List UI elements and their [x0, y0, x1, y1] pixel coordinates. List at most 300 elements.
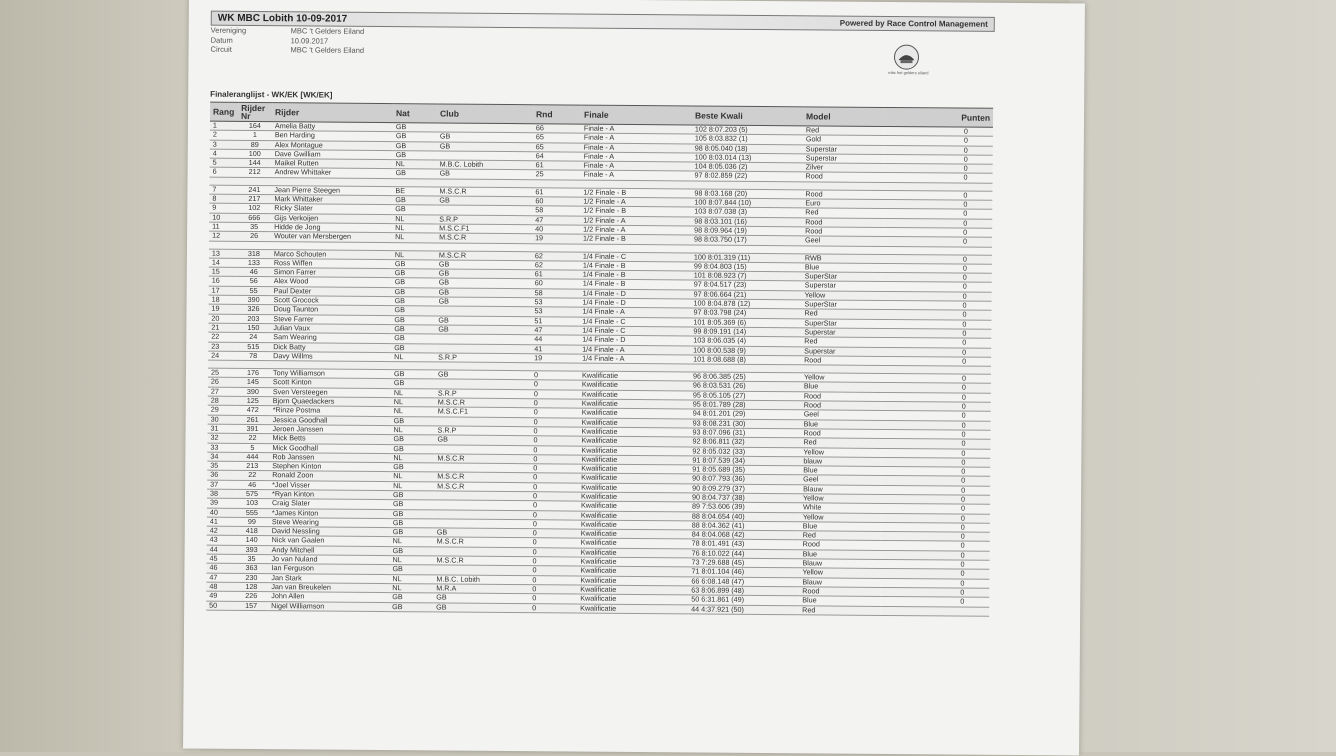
points-cell: 0 — [882, 383, 991, 393]
points-cell: 0 — [883, 300, 992, 310]
model-cell: Rood — [801, 401, 882, 411]
rider-name-cell: *Rinze Postma — [270, 406, 391, 416]
col-header: Model — [803, 107, 884, 127]
rider-number-cell: 99 — [235, 517, 269, 527]
nationality-cell: NL — [392, 214, 436, 224]
model-cell: blauw — [800, 457, 881, 467]
final-cell: Kwalificatie — [577, 585, 688, 595]
best-qualifying-cell: 84 8:04.068 (42) — [689, 530, 800, 540]
final-cell: Kwalificatie — [578, 483, 689, 493]
rounds-cell: 0 — [531, 408, 579, 418]
rider-number-cell: 472 — [236, 406, 270, 416]
model-cell: SuperStar — [802, 300, 883, 310]
rider-number-cell: 515 — [236, 342, 270, 352]
rider-number-cell: 133 — [237, 258, 271, 268]
nationality-cell: GB — [390, 463, 434, 473]
rider-number-cell: 318 — [237, 249, 271, 259]
model-cell: Blue — [801, 382, 882, 392]
points-cell: 0 — [884, 136, 993, 146]
model-cell: Superstar — [802, 281, 883, 291]
club-cell: GB — [433, 593, 529, 603]
rounds-cell: 19 — [532, 234, 580, 244]
result-sheet — [183, 0, 1085, 756]
rider-name-cell: Jessica Goodhall — [270, 415, 391, 425]
final-cell: Kwalificatie — [579, 371, 690, 381]
final-cell: Kwalificatie — [578, 529, 689, 539]
club-cell: GB — [436, 297, 532, 307]
points-cell: 0 — [883, 263, 992, 273]
rider-name-cell: Andrew Whittaker — [272, 168, 393, 178]
rounds-cell: 62 — [532, 261, 580, 271]
rank-cell: 41 — [207, 517, 235, 527]
model-cell: Yellow — [801, 373, 882, 383]
rider-number-cell: 418 — [235, 527, 269, 537]
rider-name-cell: *Joel Visser — [269, 480, 390, 490]
rank-cell: 22 — [208, 332, 236, 342]
final-cell: 1/2 Finale - A — [580, 197, 691, 207]
best-qualifying-cell: 90 8:09.279 (37) — [689, 484, 800, 494]
points-cell: 0 — [883, 218, 992, 228]
model-cell: Blauw — [800, 484, 881, 494]
rank-cell: 25 — [208, 368, 236, 378]
best-qualifying-cell: 102 8:07.203 (5) — [692, 125, 803, 135]
model-cell: Superstar — [801, 328, 882, 338]
club-cell: S.R.P — [435, 389, 531, 399]
meta-value: MBC 't Gelders Eiland — [290, 26, 365, 36]
nationality-cell: GB — [392, 297, 436, 307]
rank-cell: 6 — [210, 168, 238, 178]
club-cell: M.R.A — [433, 584, 529, 594]
final-cell: Kwalificatie — [578, 520, 689, 530]
best-qualifying-cell: 88 8:04.654 (40) — [689, 512, 800, 522]
points-cell: 0 — [883, 227, 992, 237]
rounds-cell: 19 — [531, 354, 579, 364]
logo-caption: mbc het gelders eiland — [888, 69, 929, 76]
rider-name-cell: Ross Wiffen — [271, 259, 392, 269]
rounds-cell: 0 — [530, 510, 578, 520]
rider-number-cell: 326 — [236, 305, 270, 315]
rider-name-cell: Alex Montague — [272, 140, 393, 150]
nationality-cell: NL — [391, 352, 435, 362]
rounds-cell: 58 — [532, 206, 580, 216]
rank-cell: 11 — [209, 222, 237, 232]
nationality-cell: GB — [391, 343, 435, 353]
rider-name-cell: Jean Pierre Steegen — [271, 185, 392, 195]
final-cell: Kwalificatie — [579, 380, 690, 390]
best-qualifying-cell: 92 8:05.032 (33) — [689, 446, 800, 456]
rank-cell: 3 — [210, 140, 238, 150]
nationality-cell: GB — [393, 150, 437, 160]
rider-number-cell: 26 — [237, 232, 271, 242]
nationality-cell: GB — [390, 509, 434, 519]
rider-name-cell: Mark Whittaker — [271, 195, 392, 205]
rounds-cell: 0 — [530, 492, 578, 502]
rounds-cell: 0 — [530, 538, 578, 548]
best-qualifying-cell: 50 6:31.861 (49) — [688, 595, 799, 605]
rider-number-cell: 46 — [237, 268, 271, 278]
final-cell: 1/4 Finale - B — [580, 270, 691, 280]
best-qualifying-cell: 93 8:07.096 (31) — [690, 428, 801, 438]
points-cell: 0 — [882, 356, 991, 366]
model-cell: Rood — [802, 227, 883, 237]
rounds-cell: 0 — [529, 603, 577, 613]
rank-cell: 23 — [208, 342, 236, 352]
meta-value: MBC 't Gelders Eiland — [290, 45, 365, 55]
club-cell: M.S.C.F1 — [435, 407, 531, 417]
nationality-cell: NL — [391, 425, 435, 435]
points-cell: 0 — [882, 319, 991, 329]
rider-name-cell: Sam Wearing — [270, 333, 391, 343]
points-cell: 0 — [883, 237, 992, 247]
model-cell: SuperStar — [802, 272, 883, 282]
col-header: Punten — [884, 107, 993, 127]
rank-cell: 28 — [208, 396, 236, 406]
model-cell: White — [800, 503, 881, 513]
model-cell: Geel — [802, 236, 883, 246]
nationality-cell: GB — [392, 269, 436, 279]
rider-number-cell: 128 — [234, 582, 268, 592]
nationality-cell: NL — [391, 398, 435, 408]
model-cell: Blue — [800, 550, 881, 560]
rider-number-cell: 176 — [236, 368, 270, 378]
club-cell: S.R.P — [435, 426, 531, 436]
nationality-cell: GB — [391, 416, 435, 426]
club-cell: GB — [437, 132, 533, 142]
model-cell: Superstar — [803, 144, 884, 154]
model-cell: Red — [801, 309, 882, 319]
best-qualifying-cell: 103 8:07.038 (3) — [691, 207, 802, 217]
nationality-cell: GB — [393, 141, 437, 151]
rider-name-cell: Scott Grocock — [271, 296, 392, 306]
club-cell: M.S.C.R — [434, 482, 530, 492]
model-cell: Euro — [802, 199, 883, 209]
club-cell: GB — [435, 316, 531, 326]
col-header: Club — [437, 104, 533, 124]
rounds-cell: 0 — [530, 547, 578, 557]
rank-cell: 42 — [207, 526, 235, 536]
rank-cell: 32 — [207, 433, 235, 443]
model-cell: Rood — [801, 356, 882, 366]
final-cell: 1/4 Finale - A — [579, 354, 690, 364]
rounds-cell: 44 — [531, 335, 579, 345]
points-cell: 0 — [882, 411, 991, 421]
nationality-cell: GB — [391, 370, 435, 380]
rounds-cell: 0 — [530, 445, 578, 455]
rider-name-cell: Dick Batty — [270, 342, 391, 352]
points-cell: 0 — [884, 164, 993, 174]
model-cell: Rood — [801, 392, 882, 402]
rounds-cell: 0 — [530, 520, 578, 530]
best-qualifying-cell: 100 8:01.319 (11) — [691, 253, 802, 263]
rider-name-cell: Simon Farrer — [271, 268, 392, 278]
rank-cell: 49 — [206, 591, 234, 601]
final-cell: 1/2 Finale - B — [580, 234, 691, 244]
best-qualifying-cell: 93 8:08.231 (30) — [690, 419, 801, 429]
rank-cell: 12 — [209, 231, 237, 241]
final-cell: Kwalificatie — [579, 418, 690, 428]
club-cell: M.S.C.R — [434, 556, 530, 566]
rider-number-cell: 226 — [234, 592, 268, 602]
rounds-cell: 65 — [533, 142, 581, 152]
rider-name-cell: Bjorn Quaedackers — [270, 397, 391, 407]
best-qualifying-cell: 98 8:03.101 (16) — [691, 217, 802, 227]
model-cell: Red — [800, 531, 881, 541]
club-cell: M.S.C.F1 — [436, 224, 532, 234]
club-cell: GB — [433, 602, 529, 612]
rider-number-cell: 444 — [235, 452, 269, 462]
final-cell: Kwalificatie — [578, 446, 689, 456]
points-cell: 0 — [882, 374, 991, 384]
final-cell: Kwalificatie — [579, 427, 690, 437]
rider-number-cell: 230 — [234, 573, 268, 583]
rider-number-cell: 125 — [236, 396, 270, 406]
model-cell: Zilver — [803, 163, 884, 173]
rider-number-cell: 217 — [237, 194, 271, 204]
col-header: Beste Kwali — [692, 106, 803, 126]
club-cell: GB — [437, 169, 533, 179]
rounds-cell: 47 — [532, 215, 580, 225]
points-cell: 0 — [881, 467, 990, 477]
nationality-cell: NL — [392, 250, 436, 260]
rounds-cell: 64 — [533, 152, 581, 162]
rider-name-cell: Jan Stark — [268, 573, 389, 583]
final-cell: 1/4 Finale - C — [579, 317, 690, 327]
rank-cell: 50 — [206, 601, 234, 611]
rounds-cell: 61 — [532, 187, 580, 197]
rider-number-cell: 78 — [236, 351, 270, 361]
rider-number-cell: 145 — [236, 378, 270, 388]
final-cell: 1/2 Finale - B — [580, 188, 691, 198]
rounds-cell: 53 — [531, 307, 579, 317]
points-cell: 0 — [881, 448, 990, 458]
best-qualifying-cell: 76 8:10.022 (44) — [689, 549, 800, 559]
final-cell: 1/2 Finale - A — [580, 216, 691, 226]
points-cell: 0 — [883, 209, 992, 219]
rounds-cell: 0 — [530, 557, 578, 567]
points-cell: 0 — [881, 504, 990, 514]
nationality-cell: NL — [390, 453, 434, 463]
final-cell: Kwalificatie — [579, 399, 690, 409]
model-cell: Rood — [799, 587, 880, 597]
rank-cell: 21 — [208, 323, 236, 333]
best-qualifying-cell: 98 8:03.168 (20) — [691, 189, 802, 199]
rider-number-cell: 157 — [234, 601, 268, 611]
rider-name-cell: Andy Mitchell — [269, 545, 390, 555]
nationality-cell: GB — [390, 444, 434, 454]
rounds-cell: 51 — [531, 316, 579, 326]
best-qualifying-cell: 101 8:08.923 (7) — [691, 271, 802, 281]
model-cell: Blue — [801, 419, 882, 429]
rider-name-cell: John Allen — [268, 592, 389, 602]
rider-number-cell: 35 — [235, 554, 269, 564]
rounds-cell: 0 — [529, 594, 577, 604]
nationality-cell: GB — [393, 123, 437, 133]
final-cell: Kwalificatie — [578, 511, 689, 521]
rider-name-cell: Julian Vaux — [270, 324, 391, 334]
final-cell: 1/4 Finale - D — [579, 335, 690, 345]
col-header: Nat — [393, 104, 437, 123]
rank-cell: 1 — [210, 121, 238, 131]
rider-name-cell: Paul Dexter — [271, 286, 392, 296]
rounds-cell: 0 — [531, 427, 579, 437]
rounds-cell: 53 — [532, 298, 580, 308]
col-header: Rnd — [533, 105, 581, 124]
final-cell: 1/4 Finale - C — [580, 252, 691, 262]
rank-cell: 26 — [208, 378, 236, 388]
rider-name-cell: Doug Taunton — [270, 305, 391, 315]
points-cell: 0 — [882, 310, 991, 320]
model-cell: Yellow — [802, 291, 883, 301]
best-qualifying-cell: 103 8:06.035 (4) — [690, 336, 801, 346]
final-cell: 1/4 Finale - C — [579, 326, 690, 336]
rounds-cell: 25 — [533, 170, 581, 180]
club-cell: GB — [436, 278, 532, 288]
rounds-cell: 0 — [531, 380, 579, 390]
rider-name-cell: Steve Farrer — [270, 314, 391, 324]
rider-name-cell: Davy Willms — [270, 351, 391, 361]
rank-cell: 40 — [207, 508, 235, 518]
rank-cell: 4 — [210, 149, 238, 159]
final-cell: 1/2 Finale - A — [580, 225, 691, 235]
model-cell: Rood — [802, 190, 883, 200]
points-cell: 0 — [881, 457, 990, 467]
rounds-cell: 0 — [531, 399, 579, 409]
nationality-cell: NL — [389, 584, 433, 594]
nationality-cell: NL — [392, 233, 436, 243]
nationality-cell: NL — [389, 574, 433, 584]
nationality-cell: GB — [390, 500, 434, 510]
rider-name-cell: Tony Williamson — [270, 369, 391, 379]
rounds-cell: 0 — [529, 575, 577, 585]
rounds-cell: 60 — [532, 197, 580, 207]
rider-name-cell: Ben Harding — [272, 131, 393, 141]
rider-number-cell: 1 — [238, 131, 272, 141]
rank-cell: 8 — [209, 194, 237, 204]
rider-name-cell: Jeroen Janssen — [270, 425, 391, 435]
points-cell: 0 — [883, 273, 992, 283]
model-cell: Blue — [802, 263, 883, 273]
rider-number-cell: 56 — [237, 277, 271, 287]
points-cell: 0 — [881, 541, 990, 551]
rider-name-cell: Sven Versteegen — [270, 387, 391, 397]
points-cell: 0 — [884, 145, 993, 155]
meta-value: 10.09.2017 — [290, 35, 329, 46]
final-cell: Finale - A — [581, 152, 692, 162]
best-qualifying-cell: 94 8:01.201 (29) — [690, 409, 801, 419]
nationality-cell: NL — [393, 160, 437, 170]
model-cell: Red — [801, 337, 882, 347]
points-cell: 0 — [882, 347, 991, 357]
club-cell: M.B.C. Lobith — [437, 160, 533, 170]
rider-name-cell: *James Kinton — [269, 508, 390, 518]
points-cell: 0 — [881, 522, 990, 532]
final-cell: 1/4 Finale - B — [580, 261, 691, 271]
final-cell: Finale - A — [581, 143, 692, 153]
rider-name-cell: Amelia Batty — [272, 122, 393, 132]
best-qualifying-cell: 97 8:04.517 (23) — [691, 280, 802, 290]
rank-cell: 19 — [208, 305, 236, 315]
model-cell: Rood — [802, 217, 883, 227]
rounds-cell: 66 — [533, 124, 581, 134]
final-cell: 1/4 Finale - D — [580, 298, 691, 308]
rounds-cell: 62 — [532, 251, 580, 261]
best-qualifying-cell: 101 8:08.688 (8) — [690, 355, 801, 365]
nationality-cell: NL — [390, 537, 434, 547]
rider-number-cell: 22 — [235, 471, 269, 481]
nationality-cell: GB — [392, 205, 436, 215]
best-qualifying-cell: 78 8:01.491 (43) — [689, 539, 800, 549]
rank-cell: 18 — [209, 295, 237, 305]
model-cell: Geel — [800, 475, 881, 485]
rank-cell: 24 — [208, 351, 236, 361]
model-cell: Blauw — [799, 559, 880, 569]
rank-cell: 16 — [209, 277, 237, 287]
rounds-cell: 0 — [530, 436, 578, 446]
model-cell: Yellow — [800, 447, 881, 457]
best-qualifying-cell: 97 8:02.859 (22) — [692, 171, 803, 181]
rider-name-cell: Nick van Gaalen — [269, 536, 390, 546]
rounds-cell: 61 — [532, 270, 580, 280]
nationality-cell: GB — [391, 306, 435, 316]
rank-cell: 46 — [206, 564, 234, 574]
rider-number-cell: 100 — [238, 149, 272, 159]
rider-number-cell: 46 — [235, 480, 269, 490]
nationality-cell: GB — [389, 565, 433, 575]
club-cell: GB — [436, 196, 532, 206]
rank-cell: 5 — [210, 158, 238, 168]
rider-name-cell: Craig Slater — [269, 499, 390, 509]
final-cell: Kwalificatie — [578, 548, 689, 558]
best-qualifying-cell: 100 8:07.844 (10) — [691, 198, 802, 208]
nationality-cell: GB — [390, 518, 434, 528]
rider-number-cell: 102 — [237, 204, 271, 214]
rank-cell: 30 — [208, 415, 236, 425]
points-cell: 0 — [880, 597, 989, 607]
rider-number-cell: 144 — [238, 159, 272, 169]
meta-key: Vereniging — [210, 25, 247, 35]
points-cell: 0 — [883, 282, 992, 292]
rank-cell: 39 — [207, 498, 235, 508]
rank-cell: 44 — [207, 545, 235, 555]
club-cell: GB — [434, 435, 530, 445]
rider-name-cell: Alex Wood — [271, 277, 392, 287]
best-qualifying-cell: 66 6:08.148 (47) — [688, 577, 799, 587]
best-qualifying-cell: 96 8:03.531 (26) — [690, 381, 801, 391]
rider-number-cell: 5 — [235, 443, 269, 453]
best-qualifying-cell: 98 8:03.750 (17) — [691, 235, 802, 245]
best-qualifying-cell: 89 7:53.606 (39) — [689, 502, 800, 512]
rider-number-cell: 140 — [235, 536, 269, 546]
rounds-cell: 61 — [533, 161, 581, 171]
rider-number-cell: 22 — [235, 434, 269, 444]
rider-name-cell: Mick Betts — [269, 434, 390, 444]
col-header: Rijder — [272, 103, 393, 123]
club-cell: GB — [437, 142, 533, 152]
rank-cell: 15 — [209, 267, 237, 277]
final-cell: Kwalificatie — [577, 566, 688, 576]
points-cell: 0 — [882, 328, 991, 338]
rounds-cell: 0 — [530, 454, 578, 464]
rider-name-cell: *Ryan Kinton — [269, 490, 390, 500]
best-qualifying-cell: 95 8:01.789 (28) — [690, 400, 801, 410]
col-header: Rijder Nr — [238, 102, 272, 121]
nationality-cell: BE — [392, 186, 436, 196]
nationality-cell: NL — [391, 407, 435, 417]
points-cell: 0 — [881, 550, 990, 560]
club-cell: GB — [435, 325, 531, 335]
nationality-cell: NL — [391, 388, 435, 398]
rider-number-cell: 390 — [237, 295, 271, 305]
